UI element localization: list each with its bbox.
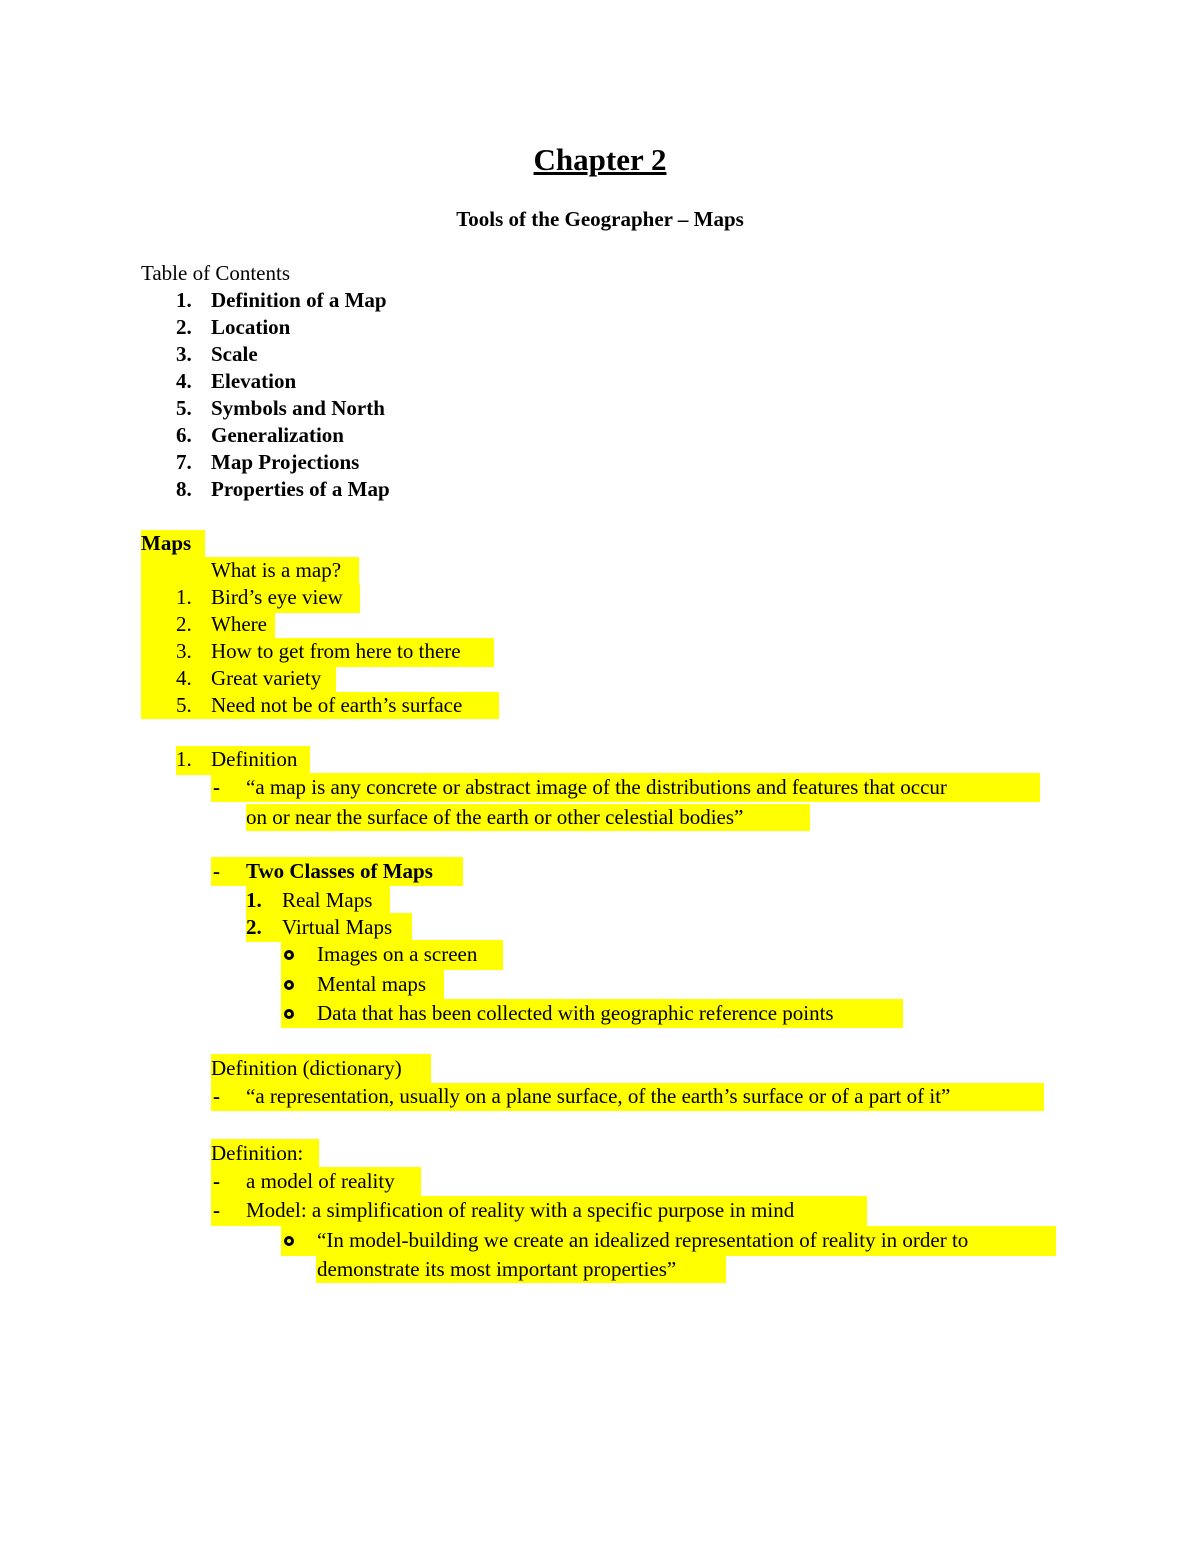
toc-item-label: Map Projections xyxy=(211,450,360,474)
class-number: 1. xyxy=(246,888,262,912)
toc-item-number: 1. xyxy=(176,288,192,312)
virtual-item: Mental maps xyxy=(317,972,427,996)
maps-item-number: 4. xyxy=(176,666,192,690)
maps-item-label: How to get from here to there xyxy=(211,639,461,663)
toc-item-number: 5. xyxy=(176,396,192,420)
circle-bullet-icon xyxy=(284,1236,294,1246)
virtual-item: Images on a screen xyxy=(317,942,478,966)
maps-question: What is a map? xyxy=(211,558,342,582)
dash-bullet: - xyxy=(213,1084,220,1108)
toc-item-label: Generalization xyxy=(211,423,344,447)
model-quote-line2: demonstrate its most important properties” xyxy=(317,1257,677,1281)
toc-item-number: 3. xyxy=(176,342,192,366)
definition-label: Definition xyxy=(211,747,298,771)
model-item: a model of reality xyxy=(246,1169,395,1193)
toc-item-number: 8. xyxy=(176,477,192,501)
dictionary-heading: Definition (dictionary) xyxy=(211,1056,402,1080)
class-number: 2. xyxy=(246,915,262,939)
virtual-item: Data that has been collected with geographic reference points xyxy=(317,1001,834,1025)
definition-quote-line2: on or near the surface of the earth or other celestial bodies” xyxy=(246,805,744,829)
toc-item-number: 7. xyxy=(176,450,192,474)
page-title: Chapter 2 xyxy=(533,142,667,177)
class-label: Real Maps xyxy=(282,888,373,912)
toc-item-label: Elevation xyxy=(211,369,297,393)
toc-item-number: 2. xyxy=(176,315,192,339)
maps-item-label: Great variety xyxy=(211,666,322,690)
toc-item-label: Scale xyxy=(211,342,258,366)
toc-item-number: 4. xyxy=(176,369,192,393)
toc-item-label: Definition of a Map xyxy=(211,288,387,312)
toc-item-label: Location xyxy=(211,315,291,339)
maps-item-label: Where xyxy=(211,612,267,636)
dash-bullet: - xyxy=(213,1169,220,1193)
dash-bullet: - xyxy=(213,775,220,799)
maps-item-number: 5. xyxy=(176,693,192,717)
toc-heading: Table of Contents xyxy=(141,261,290,285)
page-subtitle: Tools of the Geographer – Maps xyxy=(456,207,744,231)
circle-bullet-icon xyxy=(284,1009,294,1019)
model-heading: Definition: xyxy=(211,1141,304,1165)
definition-number: 1. xyxy=(176,747,192,771)
maps-item-number: 1. xyxy=(176,585,192,609)
maps-heading: Maps xyxy=(141,531,192,555)
maps-item-number: 3. xyxy=(176,639,192,663)
toc-item-label: Properties of a Map xyxy=(211,477,390,501)
maps-item-number: 2. xyxy=(176,612,192,636)
definition-quote-line1: “a map is any concrete or abstract image of the distributions and features that occur xyxy=(246,775,947,799)
classes-heading: Two Classes of Maps xyxy=(246,859,433,883)
circle-bullet-icon xyxy=(284,980,294,990)
maps-item-label: Need not be of earth’s surface xyxy=(211,693,463,717)
dash-bullet: - xyxy=(213,859,220,883)
class-label: Virtual Maps xyxy=(282,915,393,939)
model-item: Model: a simplification of reality with a specific purpose in mind xyxy=(246,1198,795,1222)
model-quote-line1: “In model-building we create an idealized representation of reality in order to xyxy=(317,1228,969,1252)
maps-item-label: Bird’s eye view xyxy=(211,585,343,609)
circle-bullet-icon xyxy=(284,950,294,960)
toc-item-label: Symbols and North xyxy=(211,396,385,420)
dictionary-quote: “a representation, usually on a plane surface, of the earth’s surface or of a part of it” xyxy=(246,1084,951,1108)
toc-item-number: 6. xyxy=(176,423,192,447)
dash-bullet: - xyxy=(213,1198,220,1222)
